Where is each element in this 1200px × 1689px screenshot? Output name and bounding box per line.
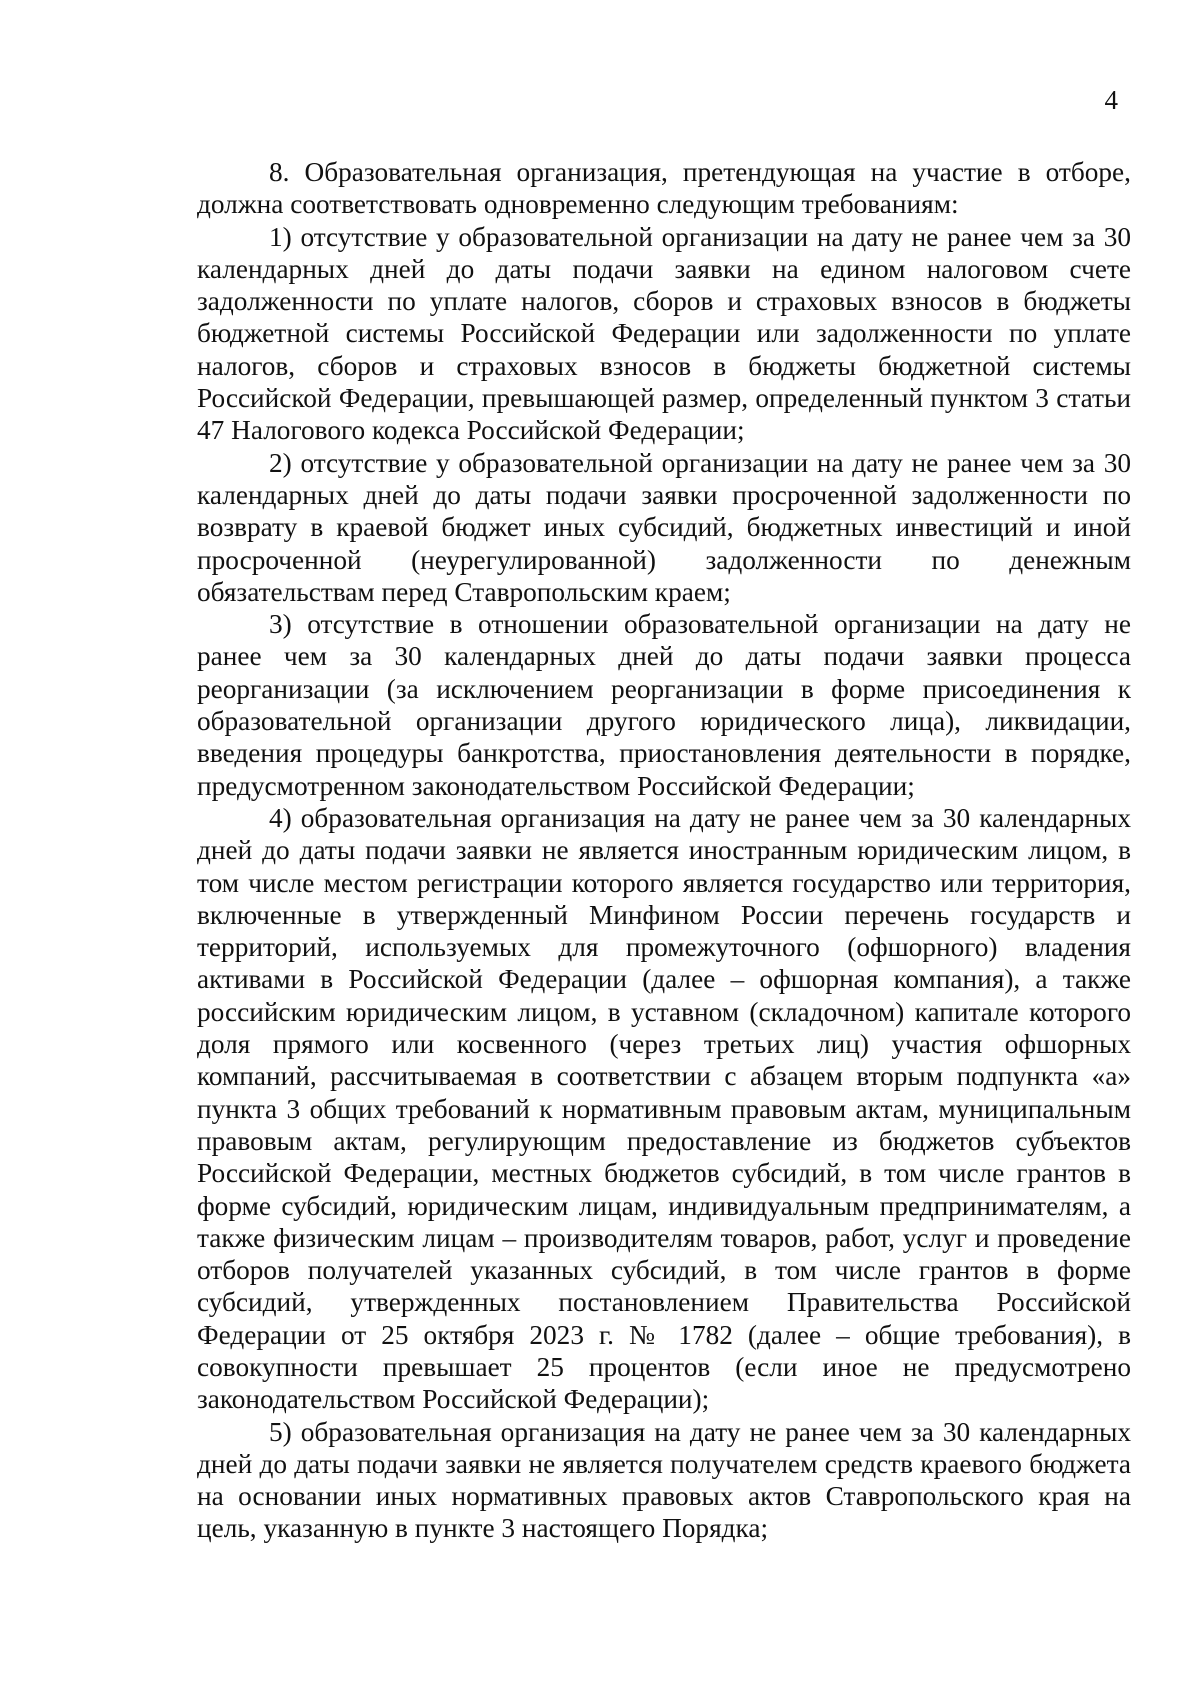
paragraph-8-intro: 8. Образовательная организация, претендующая на участие в отборе, должна соответствовать одновременно следующим требованиям:	[197, 157, 1131, 220]
page-number: 4	[1104, 85, 1118, 115]
requirement-5: 5) образовательная организация на дату не ранее чем за 30 календарных дней до даты подачи заявки не является получателем средств краевого бюджета на основании иных нормативных правовых актов Ставропольского края на цель, указанную в пункте 3 настоящего Порядка;	[197, 1416, 1131, 1544]
requirement-3: 3) отсутствие в отношении образовательной организации на дату не ранее чем за 30 календарных дней до даты подачи заявки процесса реорганизации (за исключением реорганизации в форме присоединения к образовательной организации другого юридического лица), ликвидации, введения процедуры банкротства, приостановления деятельности в порядке, предусмотренном законодательством Российской Федерации;	[197, 609, 1131, 801]
requirement-4: 4) образовательная организация на дату не ранее чем за 30 календарных дней до даты подачи заявки не является иностранным юридическим лицом, в том числе местом регистрации которого является государство или территория, включенные в утвержденный Минфином России перечень государств и территорий, используемых для промежуточного (офшорного) владения активами в Российской Федерации (далее – офшорная компания), а также российским юридическим лицом, в уставном (складочном) капитале которого доля прямого или косвенного (через третьих лиц) участия офшорных компаний, рассчитываемая в соответствии с абзацем вторым подпункта «а» пункта 3 общих требований к нормативным правовым актам, муниципальным правовым актам, регулирующим предоставление из бюджетов субъектов Российской Федерации, местных бюджетов субсидий, в том числе грантов в форме субсидий, юридическим лицам, индивидуальным предпринимателям, а также физическим лицам – производителям товаров, работ, услуг и проведение отборов получателей указанных субсидий, в том числе грантов в форме субсидий, утвержденных постановлением Правительства Российской Федерации от 25 октября 2023 г. № 1782 (далее – общие требования), в совокупности превышает 25 процентов (если иное не предусмотрено законодательством Российской Федерации);	[197, 802, 1131, 1415]
document-body	[197, 156, 1131, 1545]
requirement-2: 2) отсутствие у образовательной организации на дату не ранее чем за 30 календарных дней до даты подачи заявки просроченной задолженности по возврату в краевой бюджет иных субсидий, бюджетных инвестиций и иной просроченной (неурегулированной) задолженности по денежным обязательствам перед Ставропольским краем;	[197, 447, 1131, 607]
requirement-1: 1) отсутствие у образовательной организации на дату не ранее чем за 30 календарных дней до даты подачи заявки на едином налоговом счете задолженности по уплате налогов, сборов и страховых взносов в бюджеты бюджетной системы Российской Федерации или задолженности по уплате налогов, сборов и страховых взносов в бюджеты бюджетной системы Российской Федерации, превышающей размер, определенный пунктом 3 статьи 47 Налогового кодекса Российской Федерации;	[197, 221, 1131, 446]
